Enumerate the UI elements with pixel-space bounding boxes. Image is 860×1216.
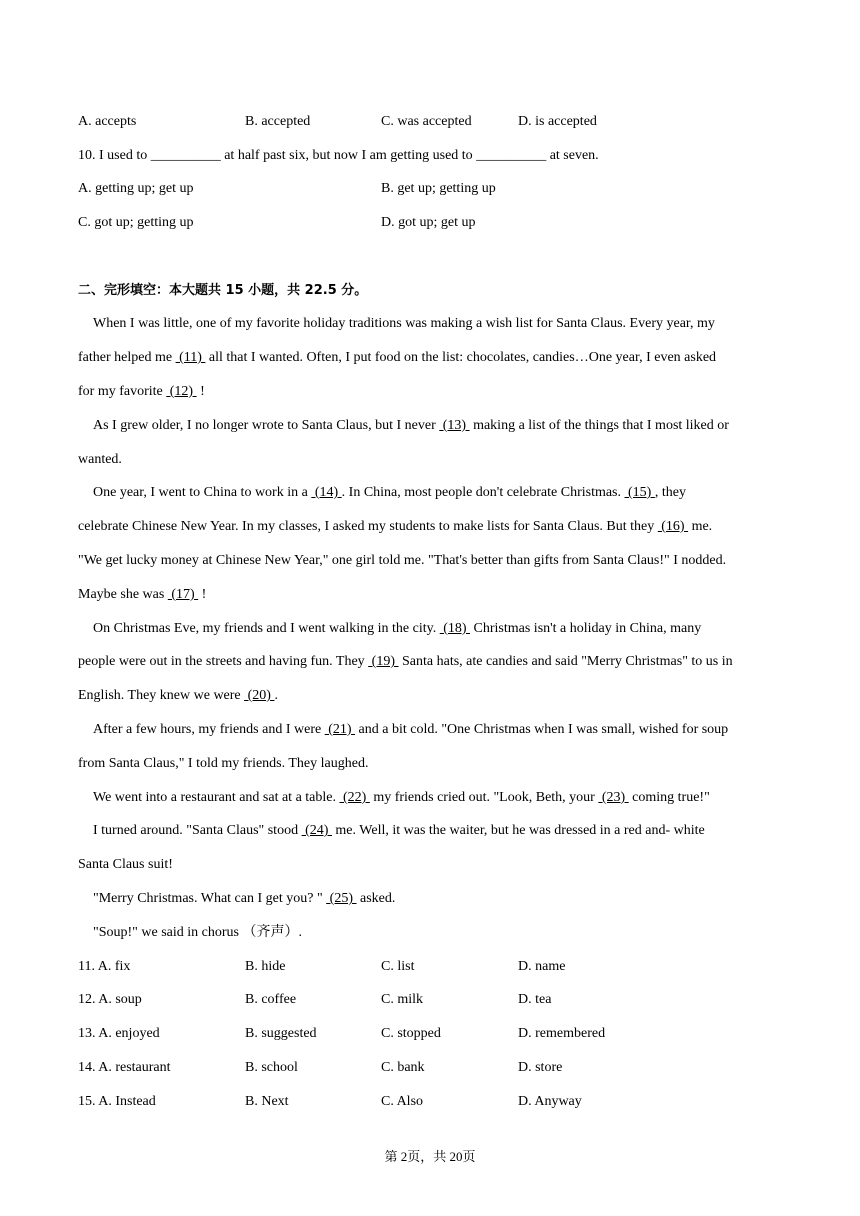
option-d: D. got up; get up <box>381 215 476 230</box>
option-a: A. accepts <box>78 114 137 129</box>
passage-text: coming true!" <box>628 790 710 805</box>
option-c: C. list <box>381 959 415 974</box>
passage-text: . <box>274 688 278 703</box>
blank-22: (22) <box>339 790 370 805</box>
passage-line: wanted. <box>78 452 122 467</box>
passage-line <box>78 517 784 537</box>
blank-11: (11) <box>175 350 206 365</box>
passage-line <box>78 652 784 672</box>
passage-text: English. They knew we were <box>78 688 245 703</box>
passage-text: asked. <box>356 891 396 906</box>
passage-line <box>93 619 784 639</box>
option-a: 15. A. Instead <box>78 1094 156 1109</box>
passage-line <box>78 382 784 402</box>
options-row-13 <box>78 1024 784 1044</box>
option-d: D. name <box>518 959 566 974</box>
section-title: 二、完形填空：本大题共 15 小题，共 22.5 分。 <box>78 283 368 298</box>
passage-line <box>93 889 784 909</box>
passage-text: me. Well, it was the waiter, but he was dressed in a red and- white <box>331 823 705 838</box>
blank-21: (21) <box>324 722 356 737</box>
option-b: B. accepted <box>245 114 311 129</box>
blank-13: (13) <box>439 418 470 433</box>
passage-text: Santa hats, ate candies and said "Merry Christmas" to us in <box>398 654 733 669</box>
passage-text: Christmas isn't a holiday in China, many <box>470 621 702 636</box>
passage-text: ! <box>198 587 207 602</box>
option-d: D. Anyway <box>518 1094 582 1109</box>
passage-text: me. <box>688 519 713 534</box>
passage-text: celebrate Chinese New Year. In my classes, I asked my students to make lists for Santa Claus. But they <box>78 519 658 534</box>
passage-line: When I was little, one of my favorite holiday traditions was making a wish list for Santa Claus. Every year, my <box>93 316 715 331</box>
q10-stem-text: 10. I used to <box>78 148 151 163</box>
passage-line <box>93 788 784 808</box>
passage-text: On Christmas Eve, my friends and I went walking in the city. <box>93 621 440 636</box>
page-footer: 第 2页，共 20页 <box>384 1149 476 1164</box>
q10-stem-text: at half past six, but now I am getting used to <box>220 148 477 163</box>
option-c: C. got up; getting up <box>78 215 194 230</box>
blank-16: (16) <box>657 519 689 534</box>
option-a: 12. A. soup <box>78 992 142 1007</box>
option-c: C. milk <box>381 992 424 1007</box>
blank-12: (12) <box>166 384 197 399</box>
passage-text: making a list of the things that I most liked or <box>469 418 729 433</box>
passage-text: . In China, most people don't celebrate Christmas. <box>341 485 625 500</box>
passage-line <box>93 720 784 740</box>
passage-line: from Santa Claus," I told my friends. They laughed. <box>78 756 369 771</box>
blank-24: (24) <box>301 823 332 838</box>
option-a: 11. A. fix <box>78 959 131 974</box>
options-row-15 <box>78 1092 784 1112</box>
passage-text: father helped me <box>78 350 176 365</box>
passage-line: "We get lucky money at Chinese New Year," one girl told me. "That's better than gifts from Santa Claus!" I nodded. <box>78 553 727 568</box>
option-a: 14. A. restaurant <box>78 1060 171 1075</box>
passage-text: for my favorite <box>78 384 167 399</box>
options-row-12 <box>78 990 784 1010</box>
passage-line <box>78 348 784 368</box>
passage-line: Santa Claus suit! <box>78 857 173 872</box>
passage-text: Maybe she was <box>78 587 168 602</box>
q10-options-row-2 <box>78 213 784 233</box>
option-b: B. coffee <box>245 992 297 1007</box>
blank-18: (18) <box>439 621 471 636</box>
option-c: C. Also <box>381 1094 424 1109</box>
options-row-11 <box>78 957 784 977</box>
passage-text: We went into a restaurant and sat at a table. <box>93 790 340 805</box>
passage-text: ! <box>196 384 205 399</box>
passage-text: "Merry Christmas. What can I get you? " <box>93 891 327 906</box>
passage-text: , they <box>654 485 686 500</box>
passage-line <box>78 585 784 605</box>
option-b: B. Next <box>245 1094 289 1109</box>
passage-line: "Soup!" we said in chorus （齐声）. <box>93 925 302 940</box>
option-d: D. store <box>518 1060 563 1075</box>
option-b: B. get up; getting up <box>381 181 496 196</box>
passage-text: and a bit cold. "One Christmas when I was small, wished for soup <box>355 722 729 737</box>
passage-line <box>78 686 784 706</box>
option-b: B. school <box>245 1060 298 1075</box>
blank-15: (15) <box>624 485 655 500</box>
option-a: A. getting up; get up <box>78 181 194 196</box>
passage-text: my friends cried out. "Look, Beth, your <box>369 790 599 805</box>
q10-stem <box>78 146 784 166</box>
blank-23: (23) <box>598 790 629 805</box>
option-a: 13. A. enjoyed <box>78 1026 160 1041</box>
q9-options-row <box>78 112 784 132</box>
passage-text: One year, I went to China to work in a <box>93 485 312 500</box>
option-d: D. tea <box>518 992 552 1007</box>
q10-options-row-1 <box>78 179 784 199</box>
blank-25: (25) <box>326 891 357 906</box>
q10-blank-2: __________ <box>476 148 547 163</box>
passage-line <box>93 483 784 503</box>
q10-blank-1: __________ <box>150 148 221 163</box>
blank-14: (14) <box>311 485 342 500</box>
passage-text: all that I wanted. Often, I put food on the list: chocolates, candies…One year, I even asked <box>205 350 717 365</box>
option-d: D. is accepted <box>518 114 597 129</box>
option-b: B. hide <box>245 959 286 974</box>
passage-text: I turned around. "Santa Claus" stood <box>93 823 302 838</box>
passage-text: people were out in the streets and having fun. They <box>78 654 369 669</box>
option-c: C. stopped <box>381 1026 441 1041</box>
blank-17: (17) <box>167 587 199 602</box>
options-row-14 <box>78 1058 784 1078</box>
option-d: D. remembered <box>518 1026 606 1041</box>
blank-19: (19) <box>368 654 399 669</box>
q10-stem-text: at seven. <box>546 148 599 163</box>
option-b: B. suggested <box>245 1026 317 1041</box>
passage-line <box>93 416 784 436</box>
option-c: C. bank <box>381 1060 425 1075</box>
passage-text: After a few hours, my friends and I were <box>93 722 325 737</box>
blank-20: (20) <box>244 688 275 703</box>
passage-text: As I grew older, I no longer wrote to Santa Claus, but I never <box>93 418 440 433</box>
passage-line <box>93 821 784 841</box>
option-c: C. was accepted <box>381 114 472 129</box>
